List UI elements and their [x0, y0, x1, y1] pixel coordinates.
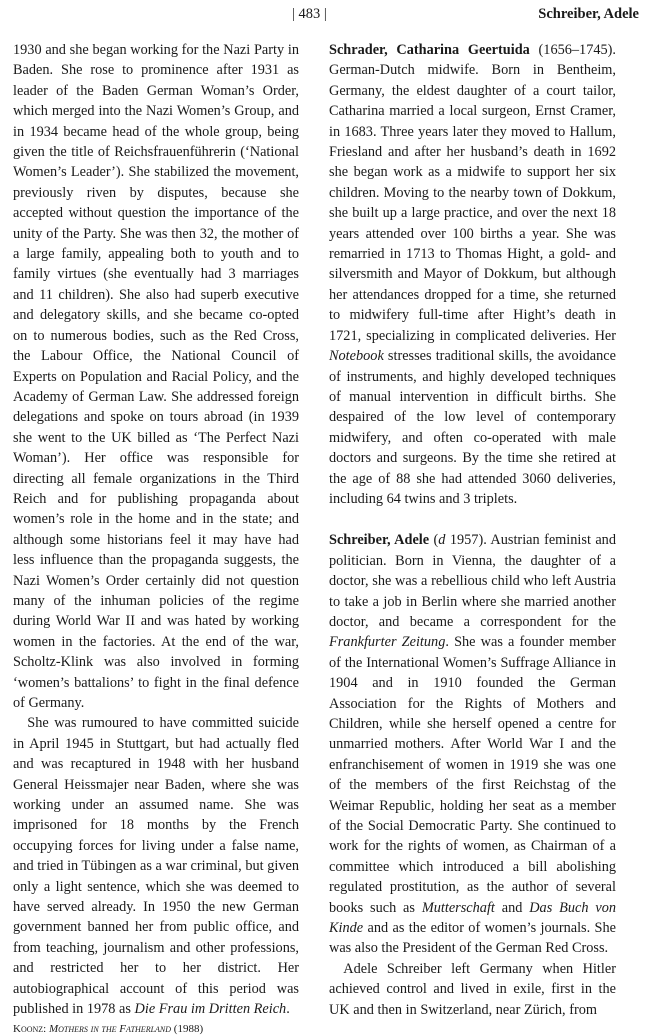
reference-year: (1988): [171, 1022, 204, 1035]
page-number: | 483 |: [292, 6, 327, 22]
entry-schreiber: Schreiber, Adele (d 1957). Austrian feminist and politician. Born in Vienna, the daughter of a doctor, she was a rebellious child who left Austria to take a job in Berlin where she married another doctor, and became a correspondent for the Frankfurter Zeitung. She was a founder member of the International Women’s Suffrage Alliance in 1904 and in 1910 founded the German Association for the Rights of Mothers and Children, while she herself opened a centre for unmarried mothers. After World War I and the enfranchisement of women in 1919 she was one of the members of the first Reichstag of the Weimar Republic, holding her seat as a member of the Social Democratic Party. She continued to work for the rights of women, as Chairman of a committee which introduced a bill abolishing regulated prostitution, as the author of several books such as Mutterschaft and Das Buch von Kinde and as the editor of women’s journals. She was also the President of the German Red Cross.: [329, 532, 616, 957]
entry-headword: Schrader, Catharina Geertuida: [329, 42, 530, 58]
schreiber-paragraph-2: Adele Schreiber left Germany when Hitler achieved control and lived in exile, first in the UK and then in Switzerland, near Zürich, from: [329, 960, 616, 1018]
scholtz-klink-paragraph-1: 1930 and she began working for the Nazi Party in Baden. She rose to prominence after 1931 as leader of the Baden German Woman’s Order, which merged into the Nazi Women’s Group, and in 1934 became head of the whole group, being given the title of Reichsfrauenführerin (‘National Women’s Leader’). She stabilized the movement, previously riven by disputes, because she accepted without question the importance of the unity of the Party. She was then 32, the mother of a large family, appealing both to youth and to family virtues (she eventually had 3 marriages and 11 children). She also had superb executive and delegatory skills, and she became co-opted on to numerous bodies, such as the Red Cross, the Labour Office, the National Council of Experts on Population and Racial Policy, and the Academy of German Law. She addressed foreign delegations and spoke on tours abroad (in 1939 she went to the UK billed as ‘The Perfect Nazi Woman’). Her office was responsible for directing all female organizations in the Third Reich and for publishing propaganda about women’s role in the home and in the state; and although some historians feel it may have had less influence than the propaganda suggests, the Nazi Women’s Order certainly did not question many of the inhuman policies of the regime during World War II and was hated by working women in the factories. At the end of the war, Scholtz-Klink was also involved in forming ‘women’s battalions’ to fight in the final defence of Germany.: [13, 42, 299, 711]
left-column: [13, 40, 299, 1036]
newspaper-title: Frankfurter Zeitung: [329, 634, 446, 651]
reference-author: Koonz:: [13, 1022, 49, 1035]
book-title-kinde: Das Buch von Kinde: [329, 899, 616, 937]
entry-dates: (1656–1745).: [529, 42, 616, 58]
autobiography-title: Die Frau im Dritten Reich: [134, 1001, 287, 1018]
running-head: Schreiber, Adele: [538, 6, 639, 22]
scholtz-klink-paragraph-2: She was rumoured to have committed suicide in April 1945 in Stuttgart, but had actually fled and was recaptured in 1948 with her husband General Heissmajer near Baden, where she was working under an assumed name. She was imprisoned for 18 months by the French occupying forces for living under a false name, and tried in Tübingen as a war criminal, but given only a light sentence, which she was deemed to have served already. In 1950 the new German government banned her from public office, and from teaching, journalism and other professions, and restricted her to her district. Her autobiographical account of this period was published in 1978 as Die Frau im Dritten Reich.: [13, 715, 299, 1018]
right-column: [329, 40, 616, 1020]
reference-note: [13, 1022, 299, 1036]
notebook-title: Notebook: [329, 348, 384, 365]
page-header: [0, 6, 661, 26]
entry-died-marker: d: [438, 532, 446, 549]
book-title-mutterschaft: Mutterschaft: [421, 899, 495, 916]
reference-title: Mothers in the Fatherland: [48, 1022, 172, 1035]
entry-schrader: Schrader, Catharina Geertuida (1656–1745). German-Dutch midwife. Born in Bentheim, Germany, the eldest daughter of a court tailor, Catharina married a local surgeon, Ernst Cramer, in 1683. Three years later they moved to Hallum, Friesland and after her husband’s death in 1692 she began work as a midwife to support her six children. Moving to the nearby town of Dokkum, she built up a large practice, and over the next 18 years attended over 100 births a year. She was remarried in 1713 to Thomas Hight, a gold- and silversmith and Mayor of Dokkum, but although her attendances dropped for a time, she returned to midwifery full-time after Hight’s death in 1721, specializing in complicated deliveries. Her Notebook stresses traditional skills, the avoidance of instruments, and highly developed techniques of manual intervention in difficult births. She despaired of the low level of contemporary midwifery, and often co-operated with male doctors and surgeons. By the time she retired at the age of 88 she had attended 3060 deliveries, including 64 twins and 3 triplets.: [329, 42, 616, 507]
entry-headword: Schreiber, Adele: [329, 532, 430, 549]
